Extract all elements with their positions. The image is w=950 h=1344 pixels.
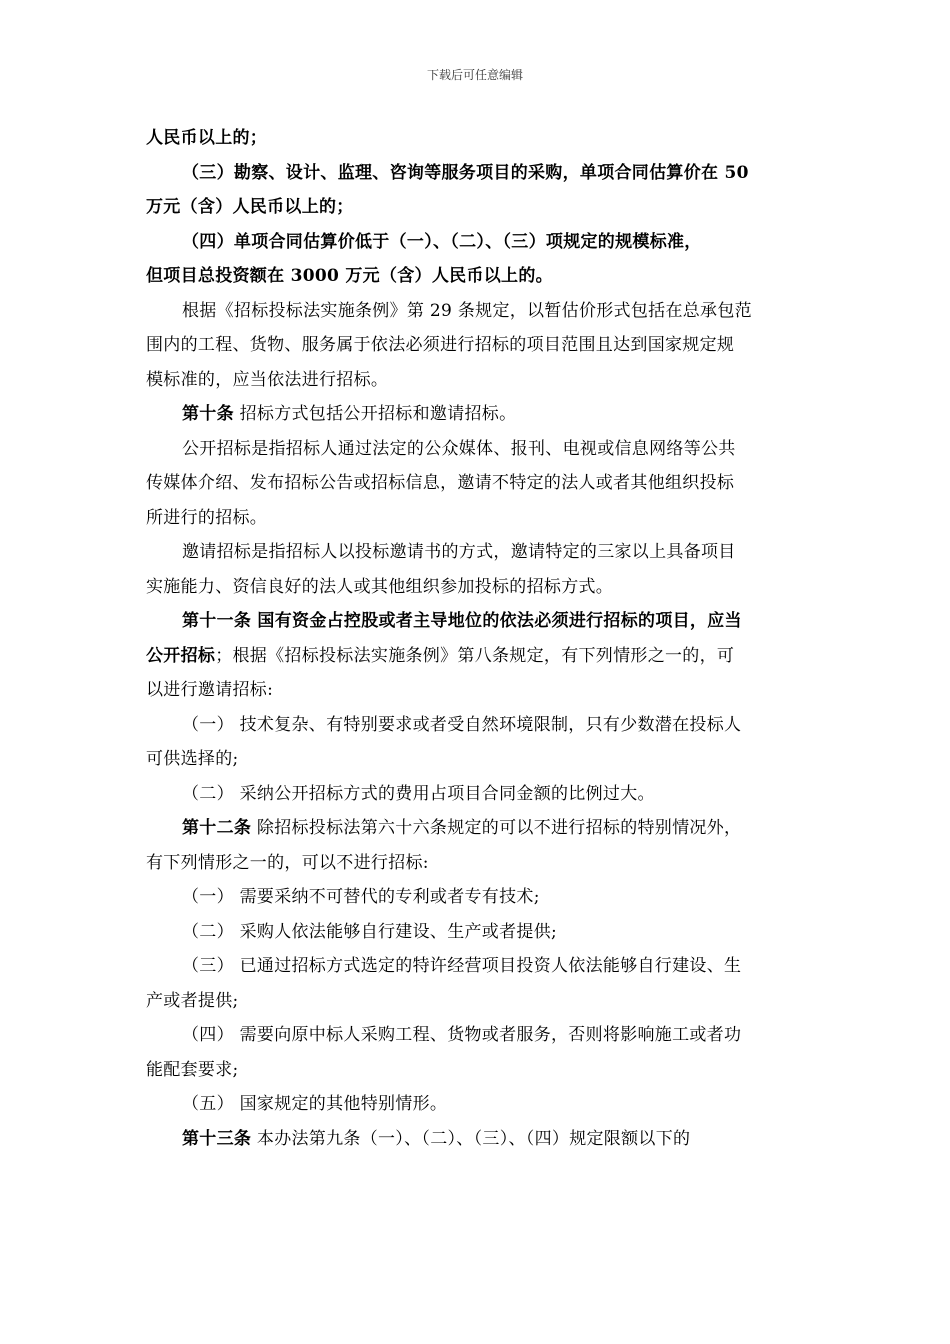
line-text: （一） 技术复杂、有特别要求或者受自然环境限制，只有少数潜在投标人 xyxy=(182,714,742,735)
text-line xyxy=(146,880,806,915)
text-line xyxy=(146,225,806,260)
article-heading: 第十二条 xyxy=(182,818,252,838)
text-line xyxy=(146,1122,806,1157)
line-text: 根据《招标投标法实施条例》第 29 条规定，以暂估价形式包括在总承包范 xyxy=(182,300,752,321)
line-text: 产或者提供; xyxy=(146,990,239,1011)
text-line xyxy=(146,604,806,639)
line-text: （四） 需要向原中标人采购工程、货物或者服务，否则将影响施工或者功 xyxy=(182,1025,742,1045)
line-text: 招标方式包括公开招标和邀请招标。 xyxy=(233,404,517,424)
text-line xyxy=(146,984,806,1019)
text-line xyxy=(146,535,806,570)
line-text: 本办法第九条（一）、（二）、（三）、（四）规定限额以下的 xyxy=(251,1128,691,1149)
line-text: 有下列情形之一的，可以不进行招标: xyxy=(146,852,429,873)
line-text: （三）勘察、设计、监理、咨询等服务项目的采购，单项合同估算价在 50 xyxy=(182,162,749,183)
page-header: 下载后可任意编辑 xyxy=(426,68,523,82)
text-line xyxy=(146,570,806,605)
text-line xyxy=(146,915,806,950)
line-text: （一） 需要采纳不可替代的专利或者专有技术; xyxy=(182,887,540,907)
text-line xyxy=(146,259,806,294)
line-text: （二） 采购人依法能够自行建设、生产或者提供; xyxy=(182,921,558,942)
text-line xyxy=(146,1018,806,1053)
text-line xyxy=(146,466,806,501)
line-text: 万元（含）人民币以上的； xyxy=(146,197,354,217)
text-line xyxy=(146,742,806,777)
line-text: ；根据《招标投标法实施条例》第八条规定，有下列情形之一的，可 xyxy=(215,645,735,666)
line-text: 但项目总投资额在 3000 万元（含）人民币以上的。 xyxy=(146,266,553,286)
text-line xyxy=(146,432,806,467)
text-line xyxy=(146,673,806,708)
text-line xyxy=(146,777,806,812)
article-heading: 第十三条 xyxy=(182,1128,252,1149)
article-heading: 第十条 xyxy=(182,404,234,424)
text-line xyxy=(146,846,806,881)
text-line xyxy=(146,328,806,363)
line-text: （四）单项合同估算价低于（一）、（二）、（三）项规定的规模标准， xyxy=(182,231,702,252)
line-text: 邀请招标是指招标人以投标邀请书的方式，邀请特定的三家以上具备项目 xyxy=(182,542,736,562)
text-line xyxy=(146,190,806,225)
line-text: （二） 采纳公开招标方式的费用占项目合同金额的比例过大。 xyxy=(182,783,655,804)
text-line xyxy=(146,1053,806,1088)
text-line xyxy=(146,501,806,536)
article-heading: 第十一条 国有资金占控股或者主导地位的依法必须进行招标的项目，应当 xyxy=(182,611,742,631)
text-line xyxy=(146,949,806,984)
line-text: 可供选择的; xyxy=(146,749,239,769)
document-body xyxy=(146,121,806,1156)
line-text: 人民币以上的； xyxy=(146,128,268,148)
text-line xyxy=(146,156,806,191)
line-text: 能配套要求; xyxy=(146,1059,239,1080)
line-text: 实施能力、资信良好的法人或其他组织参加投标的招标方式。 xyxy=(146,576,614,597)
line-text: （三） 已通过招标方式选定的特许经营项目投资人依法能够自行建设、生 xyxy=(182,956,742,976)
line-text: 除招标投标法第六十六条规定的可以不进行招标的特别情况外， xyxy=(251,818,742,838)
line-text: 传媒体介绍、发布招标公告或招标信息，邀请不特定的法人或者其他组织投标 xyxy=(146,473,735,493)
text-line xyxy=(146,639,806,674)
line-text: 所进行的招标。 xyxy=(146,507,268,528)
line-text: （五） 国家规定的其他特别情形。 xyxy=(182,1094,448,1114)
text-line xyxy=(146,363,806,398)
line-text: 围内的工程、货物、服务属于依法必须进行招标的项目范围且达到国家规定规 xyxy=(146,335,735,355)
article-heading: 公开招标 xyxy=(146,645,216,666)
text-line xyxy=(146,708,806,743)
text-line xyxy=(146,811,806,846)
line-text: 公开招标是指招标人通过法定的公众媒体、报刊、电视或信息网络等公共 xyxy=(182,438,736,459)
line-text: 以进行邀请招标: xyxy=(146,680,274,700)
text-line xyxy=(146,1087,806,1122)
text-line xyxy=(146,397,806,432)
text-line xyxy=(146,121,806,156)
line-text: 模标准的，应当依法进行招标。 xyxy=(146,369,389,390)
text-line xyxy=(146,294,806,329)
